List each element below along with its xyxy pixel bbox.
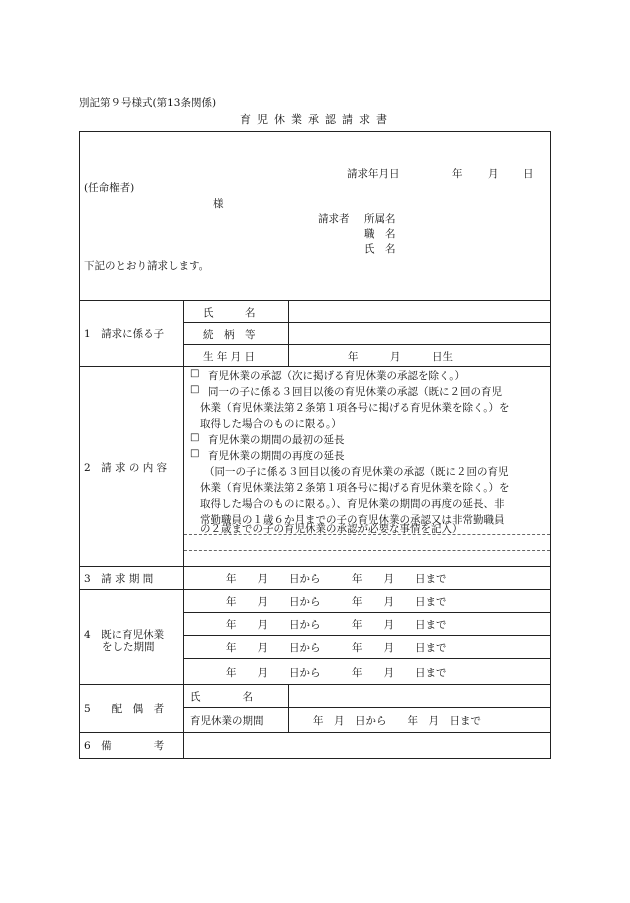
- note-line-2: 休業（育児休業法第２条第１項各号に掲げる育児休業を除く。）を: [200, 482, 510, 494]
- note-line-3: 取得した場合のものに限る。）、育児休業の期間の再度の延長、非: [200, 498, 505, 510]
- post-label: 職 名: [364, 228, 396, 240]
- child-birth-value: 年 月 日生: [348, 351, 453, 363]
- name-label: 氏 名: [364, 243, 396, 255]
- option-first-extension: 育児休業の期間の最初の延長: [208, 434, 345, 446]
- child-name-label: 氏 名: [203, 307, 256, 319]
- honorific: 様: [213, 198, 224, 210]
- department-label: 所属名: [364, 213, 396, 225]
- past-period-4: 年 月 日から 年 月 日まで: [226, 667, 447, 679]
- note-line-5: の２歳までの子の育児休業の承認が必要な事情を記入）: [200, 523, 463, 535]
- row3-label: 3 請 求 期 間: [84, 573, 154, 585]
- option-second-extension: 育児休業の期間の再度の延長: [208, 450, 345, 462]
- checkbox-opt2[interactable]: □: [190, 384, 200, 395]
- form-title: 育児休業承認請求書: [240, 113, 393, 126]
- row1-label: 1 請求に係る子: [84, 328, 165, 340]
- month-label: 月: [488, 168, 499, 180]
- spouse-leave-period: 年 月 日から 年 月 日まで: [313, 715, 481, 727]
- checkbox-opt4[interactable]: □: [190, 448, 200, 459]
- row4-label-line2: をした期間: [102, 641, 155, 653]
- appointing-authority: (任命権者): [84, 182, 135, 194]
- requester-label: 請求者: [318, 213, 350, 225]
- day-label: 日: [523, 168, 534, 180]
- past-period-2: 年 月 日から 年 月 日まで: [226, 619, 447, 631]
- form-number: 別記第９号様式(第13条関係): [79, 97, 217, 109]
- request-statement: 下記のとおり請求します。: [84, 260, 210, 272]
- checkbox-opt1[interactable]: □: [190, 368, 200, 379]
- checkbox-opt3[interactable]: □: [190, 432, 200, 443]
- child-birth-label: 生 年 月 日: [203, 351, 256, 363]
- row2-label: 2 請 求 の 内 容: [84, 462, 168, 474]
- past-period-3: 年 月 日から 年 月 日まで: [226, 642, 447, 654]
- row5-label: 5 配 偶 者: [84, 703, 165, 715]
- option-third-approval-l2: 休業（育児休業法第２条第１項各号に掲げる育児休業を除く。）を: [200, 402, 510, 414]
- request-period: 年 月 日から 年 月 日まで: [226, 573, 447, 585]
- row6-label: 6 備 考: [84, 740, 165, 752]
- past-period-1: 年 月 日から 年 月 日まで: [226, 596, 447, 608]
- child-relation-label: 続 柄 等: [203, 329, 256, 341]
- note-line-1: （同一の子に係る３回目以後の育児休業の承認（既に２回の育児: [204, 466, 509, 478]
- spouse-leave-label: 育児休業の期間: [190, 715, 264, 727]
- option-approval: 育児休業の承認（次に掲げる育児休業の承認を除く。）: [208, 370, 466, 382]
- year-label: 年: [452, 168, 463, 180]
- request-date-label: 請求年月日: [347, 168, 400, 180]
- option-third-approval-l3: 取得した場合のものに限る。）: [200, 418, 342, 430]
- note-line-4: 常勤職員の１歳６か月までの子の育児休業の承認又は非常勤職員: [200, 514, 505, 526]
- spouse-name-label: 氏 名: [190, 691, 253, 703]
- row4-label-line1: 4 既に育児休業: [84, 629, 165, 641]
- option-third-approval: 同一の子に係る３回目以後の育児休業の承認（既に２回の育児: [208, 386, 502, 398]
